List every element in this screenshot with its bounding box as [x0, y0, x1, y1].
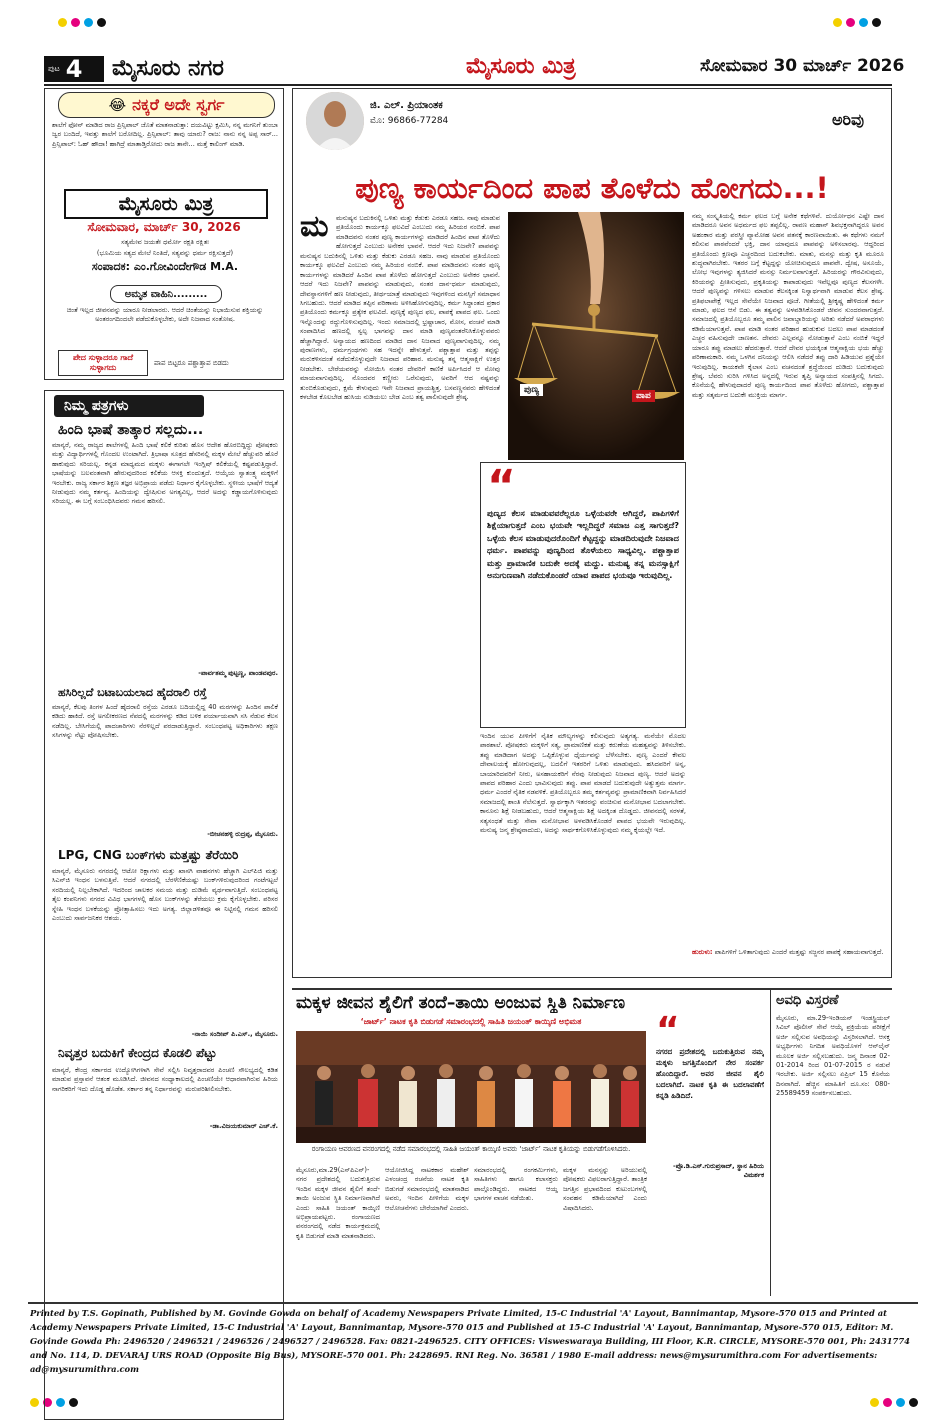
play-event-photo: [296, 1031, 646, 1143]
footer-imprint: Printed by T.S. Gopinath, Published by M. Govinde Gowda on behalf of Academy Newspapers Private Limited, 15-C Industrial 'A' Layout, Bannimantap, Mysore-570 015 and Printed at Academy Newspapers Private Limited, 15-C Industrial 'A' Layout, Bannimantap, Mysore-570 015 and Published at 15-C Industrial 'A' Layout, Bannimantap, Mysore-570 015, Editor: M. Govinde Gowda Ph: 2496520 / 2496521 / 2496526 / 2496527 / 2496528. Fax: 0821-2496525. CITY OFFICES: Visweswaraya Building, III Floor, K.R. CIRCLE, MYSORE-570 001, Ph: 2431774 and No. 114, D. DEVARAJ URS ROAD (Opposite Big Bus), MYSORE-570 001. Ph: 2428695. RNI Reg. No. 36581 / 1980 E-mail address: news@mysurumithra.com For advertisements: ad@mysurumithra.com: [30, 1308, 910, 1374]
feature-headline: ಪುಣ್ಯ ಕಾರ್ಯದಿಂದ ಪಾಪ ತೊಳೆದು ಹೋಗದು...!: [355, 170, 829, 205]
play-story-col2: ಆಯೋಜಿಸಿದ್ದ ನಾಟಕಕಾರ ಮಹೇಶ್ ಎಳಂಚಂದ್ರ ರಚನೆಯ ನಾಟಕ ಕೃತಿ ಬಿಡುಗಡೆ ಸಮಾರಂಭದಲ್ಲಿ ಮಾತನಾಡಿದ ಅವರು, ಇಂದಿನ ಪೀಳಿಗೆಯ ಮಕ್ಕಳ ಆಲೋಚನೆಗಳು ಬೇರೆಯಾಗಿವೆ ಎಂದರು.: [385, 1166, 469, 1212]
play-story-subhead: ‘ಜಾರ್ಟ್’ ನಾಟಕ ಕೃತಿ ಬಿಡುಗಡೆ ಸಮಾರಂಭದಲ್ಲಿ ಸಾಹಿತಿ ಜಯಂತ್ ಕಾಯ್ಕಿಣಿ ಅಭಿಮತ: [360, 1017, 582, 1026]
sidebar-divider: [770, 990, 771, 1296]
author-name: ಜಿ. ಎಲ್. ಪ್ರಿಯಾಂತಕ: [370, 100, 443, 111]
humor-title: ನಕ್ಕರೆ ಅದೇ ಸ್ವರ್ಗ: [132, 95, 225, 114]
letters-section-title: ನಿಮ್ಮ ಪತ್ರಗಳು: [54, 395, 204, 417]
pull-quote-text: ಪುಣ್ಯದ ಕೆಲಸ ಮಾಡುವವರೆಲ್ಲರೂ ಒಳ್ಳೆಯವರೇ ಆಗಿದ್ದರೆ, ಪಾಪಿಗಳಿಗೆ ಶಿಕ್ಷೆಯಾಗುತ್ತದೆ ಎಂಬ ಭಯವೇ ಇಲ್ಲದಿದ್ದರೆ ಸಮಾಜ ಎತ್ತ ಸಾಗುತ್ತದೆ? ಒಳ್ಳೆಯ ಕೆಲಸ ಮಾಡುವುದರೊಂದಿಗೆ ಕೆಟ್ಟದ್ದನ್ನು ಮಾಡದಿರುವುದೇ ನಿಜವಾದ ಧರ್ಮ. ಪಾಪವನ್ನು ಪುಣ್ಯದಿಂದ ತೊಳೆಯಲು ಸಾಧ್ಯವಿಲ್ಲ. ಪಶ್ಚಾತ್ತಾಪ ಮತ್ತು ಪ್ರಾಮಾಣಿಕ ಬದುಕೇ ಅದಕ್ಕೆ ಮದ್ದು. ಮನುಷ್ಯ ತನ್ನ ಮನಸ್ಸಾಕ್ಷಿಗೆ ಅನುಗುಣವಾಗಿ ನಡೆದುಕೊಂಡರೆ ಯಾವ ಪಾಪದ ಭಯವೂ ಇರುವುದಿಲ್ಲ.: [487, 508, 679, 581]
letter2-title: ಹಸಿರಿಲ್ಲದೆ ಬಟಾಬಯಲಾದ ಹೈದರಾಲಿ ರಸ್ತೆ: [58, 686, 207, 699]
page-number: 4: [65, 55, 83, 83]
issue-date: ಸೋಮವಾರ 30 ಮಾರ್ಚ್ 2026: [700, 56, 905, 76]
sidebar-story-title: ಅವಧಿ ವಿಸ್ತರಣೆ: [776, 993, 839, 1008]
letter3-signature: -ನಾಯಿ ಸಂದೀಪ್ ಪಿ.ಎಸ್., ಮೈಸೂರು.: [191, 1030, 278, 1038]
play-story-headline: ಮಕ್ಕಳ ಜೀವನ ಶೈಲಿಗೆ ತಂದೆ–ತಾಯಿ ಅಂಜುವ ಸ್ಥಿತಿ ನಿರ್ಮಾಣ: [296, 993, 626, 1013]
column-name: ಅರಿವು: [832, 110, 865, 129]
play-story-col3: ಸಮಾರಂಭದಲ್ಲಿ ರಂಗಕರ್ಮಿಗಳು, ಸಾಹಿತಿಗಳು ಹಾಗೂ ಕಲಾಸಕ್ತರು ಪಾಲ್ಗೊಂಡಿದ್ದರು. ನಾಟಕದ ಆಯ್ದ ಭಾಗಗಳ ವಾಚನ ನಡೆಯಿತು.: [474, 1166, 558, 1203]
letter2-signature: -ಬೀಚನಹಳ್ಳಿ ರುದ್ರಪ್ಪ, ಮೈಸೂರು.: [207, 830, 278, 838]
masthead-box-motto-meaning: (ಭೂಮಿಯ ಸತ್ಯದ ಮೇಲೆ ನಿಂತಿದೆ, ಸತ್ಯವನ್ನು ಧರ್ಮ ರಕ್ಷಿಸುತ್ತದೆ): [96, 249, 234, 257]
amrutha-text: ಚಿಂತೆ ಇಲ್ಲದ ಜೀವನವನ್ನು ಯಾರೂ ನೀಡಲಾರರು. ಆದರೆ ಚಿಂತೆಯನ್ನು ನಿಭಾಯಿಸುವ ಶಕ್ತಿಯನ್ನು ಅಂತರಂಗದಿಂದಲೇ ಪಡೆದುಕೊಳ್ಳಬೇಕು, ಅದೇ ನಿಜವಾದ ಸಂತೋಷ.: [66, 306, 264, 324]
amrutha-title-box: ಅಮೃತ ವಾಹಿನಿ.........: [110, 285, 222, 303]
laughing-face-icon: 😂: [108, 96, 127, 114]
feature-intro: ಮನುಷ್ಯನ ಬದುಕಿನಲ್ಲಿ ಒಳಿತು ಮತ್ತು ಕೆಡುಕು ಎರಡೂ ಸಹಜ. ನಾವು ಮಾಡುವ ಪ್ರತಿಯೊಂದು ಕಾರ್ಯಕ್ಕೂ ಫಲವಿದೆ ಎಂಬುದು ನಮ್ಮ ಹಿರಿಯರ ನಂಬಿಕೆ. ಪಾಪ ಮಾಡಿದವನು ನಂತರ ಪುಣ್ಯ ಕಾರ್ಯಗಳನ್ನು ಮಾಡಿದರೆ ಹಿಂದಿನ ಪಾಪ ತೊಳೆದು ಹೋಗುತ್ತದೆ ಎಂಬುದು ಅನೇಕರ ಭಾವನೆ. ಆದರೆ ಇದು ನಿಜವೇ? ಪಾಪವನ್ನು: [336, 214, 500, 250]
letter1-signature: -ಪಾರ್ವತಮ್ಮ ಪುಟ್ಟಣ್ಣ, ಪಾಂಡವಪುರ.: [198, 669, 278, 677]
proverb-left: ಪೇದ ಸುಳ್ಳಾದರೂ ಗಾದೆ ಸುಳ್ಳಾಗದು: [58, 350, 148, 376]
masthead-box-logo: ಮೈಸೂರು ಮಿತ್ರ: [64, 189, 268, 219]
play-quote-text: ನಗರದ ಪ್ರದೇಶದಲ್ಲಿ ಬದುಕುತ್ತಿರುವ ನಮ್ಮ ಮಕ್ಕಳು ಜಗತ್ತಿನೊಂದಿಗೆ ನೇರ ಸಂಪರ್ಕ ಹೊಂದಿದ್ದಾರೆ. ಅವರ ಜೀವನ ಶೈಲಿ ಬದಲಾಗಿದೆ. ನಾಟಕ ಕೃತಿ ಈ ಬದಲಾವಣೆಗೆ ಕನ್ನಡಿ ಹಿಡಿದಿದೆ.: [656, 1047, 764, 1100]
play-quote-box: [654, 1010, 766, 1294]
masthead-box-editor: ಸಂಪಾದಕ: ಎಂ.ಗೋವಿಂದೇಗೌಡ M.A.: [91, 260, 239, 273]
humor-text: ಶಾಲೆಗೆ ಫೋನ್ ಮಾಡಿದ ರಾಜ ಪ್ರಿನ್ಸಿಪಾಲ್ ಜೊತೆ ಮಾತನಾಡುತ್ತಾ: ದಯವಿಟ್ಟು ಕ್ಷಮಿಸಿ, ನನ್ನ ಮಗನಿಗೆ ತುಂಬಾ ಜ್ವರ ಬಂದಿದೆ, ಇವತ್ತು ಶಾಲೆಗೆ ಬರೋದಿಲ್ಲ. ಪ್ರಿನ್ಸಿಪಾಲ್: ತಾವು ಯಾರು? ರಾಜ: ನಾನು ನನ್ನ ಅಪ್ಪ ಸಾರ್... ಪ್ರಿನ್ಸಿಪಾಲ್: ಓಹ್ ಹೌದಾ! ಹಾಗಿದ್ರೆ ಮಾತಾಡ್ತಿರೋದು ರಾಜ ತಾನೇ... ಮತ್ತೆ ಕಾಲಿಂಗ್ ಮಾಡಿ.: [52, 121, 278, 148]
letter3-title: LPG, CNG ಬಂಕ್‌ಗಳು ಮತ್ತಷ್ಟು ತೆರೆಯಿರಿ: [58, 848, 239, 862]
footer-rule: [28, 1302, 918, 1304]
sidebar-story-text: ಮೈಸೂರು, ಮಾ.29-ಇಂಡಿಯನ್ ಇಂಡಸ್ಟ್ರಿಯಲ್ ಸಿವಿಲ್ ಪೊಲೀಸ್ ಸೇವೆ ಆಯ್ಕೆ ಪ್ರಕ್ರಿಯೆಯ ಪರೀಕ್ಷೆಗೆ ಅರ್ಜಿ ಸಲ್ಲಿಸುವ ಅವಧಿಯನ್ನು ವಿಸ್ತರಿಸಲಾಗಿದೆ. ಆಸಕ್ತ ಅಭ್ಯರ್ಥಿಗಳು ನಿಗದಿತ ಅವಧಿಯೊಳಗೆ ಆನ್‌ಲೈನ್ ಮೂಲಕ ಅರ್ಜಿ ಸಲ್ಲಿಸಬಹುದು. ಜನ್ಮ ದಿನಾಂಕ 02-01-2014 ರಿಂದ 01-07-2015 ರ ನಡುವೆ ಇರಬೇಕು. ಅರ್ಜಿ ಸಲ್ಲಿಸಲು ಏಪ್ರಿಲ್ 15 ಕೊನೆಯ ದಿನವಾಗಿದೆ. ಹೆಚ್ಚಿನ ಮಾಹಿತಿಗೆ ದೂ.ಸಂ: 080-25589459 ಸಂಪರ್ಕಿಸಬಹುದು.: [776, 1014, 890, 1098]
page-number-badge: [44, 56, 104, 82]
masthead-box-date: ಸೋಮವಾರ, ಮಾರ್ಚ್ 30, 2026: [87, 220, 241, 234]
section-title: ಮೈಸೂರು ನಗರ: [112, 56, 224, 81]
letter4-text: ಮಾನ್ಯರೆ, ಕೇಂದ್ರ ಸರ್ಕಾರದ ಉದ್ಯೋಗಿಗಳಾಗಿ ಸೇವೆ ಸಲ್ಲಿಸಿ ನಿವೃತ್ತರಾದವರ ಪಿಂಚಣಿ ಸೌಲಭ್ಯದಲ್ಲಿ ಕಡಿತ ಮಾಡುವ ಪ್ರಸ್ತಾವನೆ ಆತಂಕ ಮೂಡಿಸಿದೆ. ಜೀವನದ ಸಂಧ್ಯಾಕಾಲದಲ್ಲಿ ಪಿಂಚಣಿಯೇ ಆಧಾರವಾಗಿರುವ ಹಿರಿಯ ನಾಗರಿಕರಿಗೆ ಇದು ದೊಡ್ಡ ಹೊಡೆತ. ಸರ್ಕಾರ ತನ್ನ ನಿರ್ಧಾರವನ್ನು ಮರುಪರಿಶೀಲಿಸಬೇಕು.: [52, 1066, 278, 1093]
letter4-title: ನಿವೃತ್ತರ ಬದುಕಿಗೆ ಕೇಂದ್ರದ ಕೊಡಲಿ ಪೆಟ್ಟು: [58, 1046, 217, 1060]
header-rule: [44, 84, 892, 86]
quote-mark-icon: “: [656, 1010, 680, 1051]
play-photo-caption: ರಂಗಾಯಣ ಆವರಣದ ವನರಂಗದಲ್ಲಿ ನಡೆದ ಸಮಾರಂಭದಲ್ಲಿ ಸಾಹಿತಿ ಜಯಂತ್ ಕಾಯ್ಕಿಣಿ ಅವರು ‘ಜಾರ್ಟ್’ ನಾಟಕ ಕೃತಿಯನ್ನು ಬಿಡುಗಡೆಗೊಳಿಸಿದರು.: [311, 1145, 631, 1153]
proverb-right: ಪಾಪ ಬಿಟ್ಟರೂ ಪಶ್ಚಾತ್ತಾಪ ಬಿಡದು: [154, 358, 229, 367]
feature-footnote: ಹುರುಳು: ಪಾಪಿಗಳಿಗೆ ಒಳಿತಾಗುವುದು ಎಂದರೆ ಮತ್ತಷ್ಟು ಸಜ್ಜನರ ಪಾಪಕ್ಕೆ ಸಹಾಯವಾಗುತ್ತದೆ.: [692, 948, 884, 956]
humor-title-banner: [58, 92, 275, 118]
page-label: ಪುಟ: [48, 64, 60, 73]
registration-dots-bottom-right: [870, 1398, 918, 1407]
scale-label-papa: ಪಾಪ: [632, 390, 655, 402]
feature-column-3: ನಮ್ಮ ಸಂಸ್ಕೃತಿಯಲ್ಲಿ ಕರ್ಮ ಫಲದ ಬಗ್ಗೆ ಅನೇಕ ಕಥೆಗಳಿವೆ. ದುರ್ಯೋಧನ ಎಷ್ಟೇ ದಾನ ಮಾಡಿದರೂ ಅವನ ಅಧರ್ಮದ ಫಲ ತಪ್ಪಲಿಲ್ಲ. ರಾವಣ ಮಹಾನ್ ಶಿವಭಕ್ತನಾಗಿದ್ದರೂ ಅವನ ಅಹಂಕಾರ ಮತ್ತು ಪರಸ್ತ್ರೀ ವ್ಯಾಮೋಹ ಅವನ ಪತನಕ್ಕೆ ಕಾರಣವಾಯಿತು. ಈ ಕಥೆಗಳು ನಮಗೆ ಕಲಿಸುವ ಪಾಠವೆಂದರೆ ಭಕ್ತಿ, ದಾನ ಯಾವುದೂ ಪಾಪವನ್ನು ಅಳಿಸಲಾರವು. ಆದ್ದರಿಂದ ಪ್ರತಿಯೊಂದು ಕ್ಷಣವೂ ಎಚ್ಚರದಿಂದ ಬದುಕಬೇಕು. ಮಾತು, ಮನಸ್ಸು ಮತ್ತು ಕೃತಿ ಮೂರೂ ಶುದ್ಧವಾಗಿರಬೇಕು. ಇತರರ ಬಗ್ಗೆ ಕೆಟ್ಟದ್ದನ್ನು ಯೋಚಿಸುವುದೂ ಪಾಪವೇ. ದ್ವೇಷ, ಅಸೂಯೆ, ಲೋಭ ಇವುಗಳನ್ನು ತ್ಯಜಿಸಿದರೆ ಮನಸ್ಸು ನಿರ್ಮಲವಾಗುತ್ತದೆ. ಹಿರಿಯರನ್ನು ಗೌರವಿಸುವುದು, ಕಿರಿಯರನ್ನು ಪ್ರೀತಿಸುವುದು, ಪ್ರಕೃತಿಯನ್ನು ಕಾಪಾಡುವುದು ಇವೆಲ್ಲವೂ ಪುಣ್ಯದ ಕೆಲಸಗಳೇ. ಆದರೆ ಪುಣ್ಯವನ್ನು ಗಳಿಸಲು ಮಾಡುವ ಕೆಲಸಕ್ಕಿಂತ ನಿಸ್ವಾರ್ಥವಾಗಿ ಮಾಡುವ ಕೆಲಸ ಶ್ರೇಷ್ಠ. ಪ್ರತಿಫಲಾಪೇಕ್ಷೆ ಇಲ್ಲದ ಸೇವೆಯೇ ನಿಜವಾದ ಪೂಜೆ. ಗೀತೆಯಲ್ಲಿ ಶ್ರೀಕೃಷ್ಣ ಹೇಳಿದಂತೆ ಕರ್ಮ ಮಾಡು, ಫಲದ ಆಸೆ ಬಿಡು. ಈ ತತ್ವವನ್ನು ಅಳವಡಿಸಿಕೊಂಡರೆ ಜೀವನ ಸುಂದರವಾಗುತ್ತದೆ. ಸಮಾಜದಲ್ಲಿ ಪ್ರತಿಯೊಬ್ಬರೂ ತಮ್ಮ ಪಾಲಿನ ಜವಾಬ್ದಾರಿಯನ್ನು ಅರಿತು ನಡೆದರೆ ಅಪರಾಧಗಳು ಕಡಿಮೆಯಾಗುತ್ತವೆ. ಪಾಪ ಮಾಡಿ ನಂತರ ಪರಿಹಾರ ಹುಡುಕುವ ಬದಲು ಪಾಪ ಮಾಡದಂತೆ ಎಚ್ಚರ ವಹಿಸುವುದೇ ಜಾಣತನ. ದೇವರು ಎಲ್ಲವನ್ನೂ ನೋಡುತ್ತಾನೆ ಎಂಬ ನಂಬಿಕೆ ಇದ್ದರೆ ಯಾರೂ ತಪ್ಪು ಮಾಡಲು ಹೆದರುತ್ತಾರೆ. ಆದರೆ ದೇವರ ಭಯಕ್ಕಿಂತ ಆತ್ಮಸಾಕ್ಷಿಯ ಭಯ ಹೆಚ್ಚು ಪರಿಣಾಮಕಾರಿ. ನಮ್ಮ ಒಳಗಿನ ದನಿಯನ್ನು ಆಲಿಸಿ ನಡೆದರೆ ತಪ್ಪು ದಾರಿ ಹಿಡಿಯುವ ಪ್ರಶ್ನೆಯೇ ಇರುವುದಿಲ್ಲ. ಕಾಯಕವೇ ಕೈಲಾಸ ಎಂಬ ವಚನದಂತೆ ಶ್ರದ್ಧೆಯಿಂದ ದುಡಿದು ಬದುಕುವುದು ಶ್ರೇಷ್ಠ. ಬೆವರು ಸುರಿಸಿ ಗಳಿಸಿದ ಅನ್ನದಲ್ಲಿ ಇರುವ ತೃಪ್ತಿ ಅನ್ಯಾಯದ ಸಂಪತ್ತಿನಲ್ಲಿ ಸಿಗದು. ಕೊನೆಯಲ್ಲಿ ಹೇಳುವುದಾದರೆ ಪುಣ್ಯ ಕಾರ್ಯದಿಂದ ಪಾಪ ತೊಳೆದು ಹೋಗದು, ಪಶ್ಚಾತ್ತಾಪ ಮತ್ತು ಸತ್ಕರ್ಮದ ಬದುಕೇ ಮುಕ್ತಿಯ ಮಾರ್ಗ.: [692, 212, 884, 399]
scale-label-punya: ಪುಣ್ಯ: [520, 384, 543, 396]
play-quote-signature: -ಪ್ರೊ.ಡಿ.ಎಸ್.ಗುರುಪ್ರಸಾದ್, ಸ್ಥಾನ ಹಿರಿಯ ವಿಮರ್ಶಕ: [673, 1162, 764, 1179]
story-rule: [292, 988, 892, 990]
play-story-col4: ಮಕ್ಕಳ ಮನಸ್ಸನ್ನು ಅರಿಯುವಲ್ಲಿ ಪೋಷಕರು ವಿಫಲರಾಗುತ್ತಿದ್ದಾರೆ. ತಾಂತ್ರಿಕ ಜಗತ್ತಿನ ಪ್ರಭಾವದಿಂದ ಕುಟುಂಬಗಳಲ್ಲಿ ಸಂವಹನ ಕಡಿಮೆಯಾಗಿದೆ ಎಂದು ವಿಷಾದಿಸಿದರು.: [563, 1166, 647, 1212]
letter3-text: ಮಾನ್ಯರೆ, ಮೈಸೂರು ನಗರದಲ್ಲಿ ಆಟೋ ರಿಕ್ಷಾಗಳು ಮತ್ತು ಖಾಸಗಿ ವಾಹನಗಳು ಹೆಚ್ಚಾಗಿ ಎಲ್‌ಪಿಜಿ ಮತ್ತು ಸಿಎನ್‌ಜಿ ಇಂಧನ ಬಳಸುತ್ತಿವೆ. ಆದರೆ ನಗರದಲ್ಲಿ ಬೆರಳೆಣಿಕೆಯಷ್ಟು ಬಂಕ್‌ಗಳಿರುವುದರಿಂದ ಗಂಟೆಗಟ್ಟಲೆ ಸರದಿಯಲ್ಲಿ ನಿಲ್ಲಬೇಕಾಗಿದೆ. ಇದರಿಂದ ಚಾಲಕರ ಸಮಯ ಮತ್ತು ದುಡಿಮೆ ವ್ಯರ್ಥವಾಗುತ್ತಿದೆ. ಸಂಬಂಧಪಟ್ಟ ತೈಲ ಕಂಪನಿಗಳು ನಗರದ ವಿವಿಧ ಭಾಗಗಳಲ್ಲಿ ಹೊಸ ಬಂಕ್‌ಗಳನ್ನು ತೆರೆಯಲು ಕ್ರಮ ಕೈಗೊಳ್ಳಬೇಕು. ಪರಿಸರ ಸ್ನೇಹಿ ಇಂಧನ ಬಳಕೆಯನ್ನು ಪ್ರೋತ್ಸಾಹಿಸಲು ಇದು ಅಗತ್ಯ. ಜಿಲ್ಲಾಡಳಿತವೂ ಈ ನಿಟ್ಟಿನಲ್ಲಿ ಗಮನ ಹರಿಸಲಿ ಎಂಬುದು ಸಾರ್ವಜನಿಕರ ಆಶಯ.: [52, 867, 278, 923]
drop-cap: ಮ: [300, 209, 329, 244]
letter2-text: ಮಾನ್ಯರೆ, ಕೆಲವು ತಿಂಗಳ ಹಿಂದೆ ಹೈದರಾಲಿ ರಸ್ತೆಯ ಎರಡೂ ಬದಿಯಲ್ಲಿದ್ದ 40 ಮರಗಳನ್ನು ಹಿಂದಿನ ಪಾಲಿಕೆ ಕಡಿದು ಹಾಕಿದೆ. ರಸ್ತೆ ಅಗಲೀಕರಣದ ನೆಪದಲ್ಲಿ ಮರಗಳನ್ನು ಕಡಿದ ಬಳಿಕ ಪರ್ಯಾಯವಾಗಿ ಸಸಿ ನೆಡುವ ಕೆಲಸ ನಡೆದಿಲ್ಲ. ಬೇಸಿಗೆಯಲ್ಲಿ ಪಾದಚಾರಿಗಳು ನೆರಳಿಲ್ಲದೆ ಪರದಾಡುತ್ತಿದ್ದಾರೆ. ಸಂಬಂಧಪಟ್ಟ ಅಧಿಕಾರಿಗಳು ತಕ್ಷಣ ಸಸಿಗಳನ್ನು ನೆಟ್ಟು ಪೋಷಿಸಬೇಕು.: [52, 703, 278, 740]
author-photo: [306, 92, 364, 150]
letter4-signature: -ಡಾ.ವಿಜಯಕುಮಾರ್ ಎಚ್.ಕೆ.: [209, 1122, 278, 1130]
letter1-text: ಮಾನ್ಯರೆ, ನಮ್ಮ ರಾಜ್ಯದ ಶಾಲೆಗಳಲ್ಲಿ ಹಿಂದಿ ಭಾಷೆ ಕಲಿಕೆ ಕುರಿತು ಹೊಸ ಆದೇಶ ಹೊರಬಿದ್ದಿದ್ದು ಪೋಷಕರು ಮತ್ತು ವಿದ್ಯಾರ್ಥಿಗಳಲ್ಲಿ ಗೊಂದಲ ಉಂಟಾಗಿದೆ. ತ್ರಿಭಾಷಾ ಸೂತ್ರದ ಹೆಸರಿನಲ್ಲಿ ಮಕ್ಕಳ ಮೇಲೆ ಹೆಚ್ಚುವರಿ ಹೊರೆ ಹಾಕುವುದು ಸರಿಯಲ್ಲ. ಕನ್ನಡ ಮಾಧ್ಯಮದ ಮಕ್ಕಳು ಈಗಾಗಲೇ ಇಂಗ್ಲಿಷ್ ಕಲಿಕೆಯಲ್ಲಿ ಕಷ್ಟಪಡುತ್ತಿದ್ದಾರೆ. ಭಾಷೆಯನ್ನು ಬಲವಂತವಾಗಿ ಹೇರುವುದರಿಂದ ಕಲಿಕೆಯ ಆಸಕ್ತಿ ಕುಂದುತ್ತದೆ. ಆಯ್ಕೆಯ ಸ್ವಾತಂತ್ರ್ಯ ಮಕ್ಕಳಿಗೆ ಇರಬೇಕು. ರಾಜ್ಯ ಸರ್ಕಾರ ಶಿಕ್ಷಣ ತಜ್ಞರ ಅಭಿಪ್ರಾಯ ಪಡೆದು ನಿರ್ಧಾರ ಕೈಗೊಳ್ಳಬೇಕು. ಸ್ಥಳೀಯ ಭಾಷೆಗೆ ಆದ್ಯತೆ ನೀಡುವುದು ನಮ್ಮ ಕರ್ತವ್ಯ. ಹಿಂದಿಯನ್ನು ದ್ವೇಷಿಸುವ ಅಗತ್ಯವಿಲ್ಲ, ಆದರೆ ಅದನ್ನು ಕಡ್ಡಾಯಗೊಳಿಸುವುದು ಸರಿಯಲ್ಲ. ಈ ಬಗ್ಗೆ ಸಂಬಂಧಿಸಿದವರು ಗಮನ ಹರಿಸಲಿ.: [52, 441, 278, 506]
pull-quote-box: [480, 462, 686, 728]
registration-dots-top-left: [58, 18, 106, 27]
masthead-box-motto: ಸತ್ಯಮೇವ ಜಯತೇ ಧರ್ಮೋ ರಕ್ಷತಿ ರಕ್ಷಿತಃ: [121, 238, 209, 246]
quote-mark-icon: “: [487, 461, 516, 512]
feature-column-1: ಮನುಷ್ಯನ ಬದುಕಿನಲ್ಲಿ ಒಳಿತು ಮತ್ತು ಕೆಡುಕು ಎರಡೂ ಸಹಜ. ನಾವು ಮಾಡುವ ಪ್ರತಿಯೊಂದು ಕಾರ್ಯಕ್ಕೂ ಫಲವಿದೆ ಎಂಬುದು ನಮ್ಮ ಹಿರಿಯರ ನಂಬಿಕೆ. ಪಾಪ ಮಾಡಿದವನು ನಂತರ ಪುಣ್ಯ ಕಾರ್ಯಗಳನ್ನು ಮಾಡಿದರೆ ಹಿಂದಿನ ಪಾಪ ತೊಳೆದು ಹೋಗುತ್ತದೆ ಎಂಬುದು ಅನೇಕರ ಭಾವನೆ. ಆದರೆ ಇದು ನಿಜವೇ? ಪಾಪವನ್ನು ಮಾಡುವುದು, ನಂತರ ದಾನ-ಧರ್ಮ ಮಾಡುವುದು, ದೇವಸ್ಥಾನಗಳಿಗೆ ಹಣ ನೀಡುವುದು, ತೀರ್ಥಯಾತ್ರೆ ಮಾಡುವುದು ಇವುಗಳಿಂದ ಮನಸ್ಸಿಗೆ ಸಮಾಧಾನ ಸಿಗಬಹುದು. ಆದರೆ ಮಾಡಿದ ತಪ್ಪಿನ ಪರಿಣಾಮ ಅಳಿಸಿಹೋಗುವುದಿಲ್ಲ. ಕರ್ಮ ಸಿದ್ಧಾಂತದ ಪ್ರಕಾರ ಪ್ರತಿಯೊಂದು ಕರ್ಮಕ್ಕೂ ಪ್ರತ್ಯೇಕ ಫಲವಿದೆ. ಪುಣ್ಯಕ್ಕೆ ಪುಣ್ಯದ ಫಲ, ಪಾಪಕ್ಕೆ ಪಾಪದ ಫಲ. ಒಂದು ಇನ್ನೊಂದನ್ನು ರದ್ದುಗೊಳಿಸುವುದಿಲ್ಲ. ಇಂದು ಸಮಾಜದಲ್ಲಿ ಭ್ರಷ್ಟಾಚಾರ, ಮೋಸ, ವಂಚನೆ ಮಾಡಿ ಸಂಪಾದಿಸಿದ ಹಣದಲ್ಲಿ ಸ್ವಲ್ಪ ಭಾಗವನ್ನು ದಾನ ಮಾಡಿ ಪುಣ್ಯವಂತರೆನಿಸಿಕೊಳ್ಳುವವರು ಹೆಚ್ಚಾಗಿದ್ದಾರೆ. ಅನ್ಯಾಯದ ಹಣದಿಂದ ಮಾಡಿದ ದಾನ ನಿಜವಾದ ಪುಣ್ಯವಾಗುವುದಿಲ್ಲ. ನಮ್ಮ ಪುರಾಣಗಳು, ಧರ್ಮಗ್ರಂಥಗಳು ಸಹ ಇದನ್ನೇ ಹೇಳುತ್ತವೆ. ಪಶ್ಚಾತ್ತಾಪ ಮತ್ತು ತಪ್ಪನ್ನು ಮರುಕಳಿಸದಂತೆ ನಡೆದುಕೊಳ್ಳುವುದೇ ನಿಜವಾದ ಪರಿಹಾರ. ಮನುಷ್ಯ ತನ್ನ ಆತ್ಮಸಾಕ್ಷಿಗೆ ಉತ್ತರ ನೀಡಬೇಕು. ಬೇರೆಯವರನ್ನು ನೋಯಿಸಿ ನಂತರ ದೇವರಿಗೆ ಕಾಣಿಕೆ ಅರ್ಪಿಸಿದರೆ ಆ ನೋವು ಮಾಯವಾಗುವುದಿಲ್ಲ. ನೊಂದವರ ಕಣ್ಣೀರು ಒರೆಸುವುದು, ಅವರಿಗೆ ಆದ ನಷ್ಟವನ್ನು ತುಂಬಿಕೊಡುವುದು, ಕ್ಷಮೆ ಕೇಳುವುದು ಇವೇ ನಿಜವಾದ ಪ್ರಾಯಶ್ಚಿತ್ತ. ಬಸವಣ್ಣನವರು ಹೇಳಿದಂತೆ ಕಳಬೇಡ ಕೊಲಬೇಡ ಹುಸಿಯ ನುಡಿಯಲು ಬೇಡ ಎಂಬ ತತ್ವ ಪಾಲಿಸುವುದೇ ಶ್ರೇಷ್ಠ.: [300, 252, 500, 402]
author-phone: ಮೊ: 96866-77284: [370, 116, 449, 126]
masthead-logo: ಮೈಸೂರು ಮಿತ್ರ: [466, 54, 576, 79]
play-story-col1: ಮೈಸೂರು,ಮಾ.29(ಎಸ್‌ಪಿಎನ್)- ನಗರ ಪ್ರದೇಶದಲ್ಲಿ ಬದುಕುತ್ತಿರುವ ಇಂದಿನ ಮಕ್ಕಳ ಜೀವನ ಶೈಲಿಗೆ ತಂದೆ-ತಾಯಿ ಅಂಜುವ ಸ್ಥಿತಿ ನಿರ್ಮಾಣವಾಗಿದೆ ಎಂದು ಸಾಹಿತಿ ಜಯಂತ್ ಕಾಯ್ಕಿಣಿ ಅಭಿಪ್ರಾಯಪಟ್ಟರು. ರಂಗಾಯಣದ ವನರಂಗದಲ್ಲಿ ನಡೆದ ಕಾರ್ಯಕ್ರಮದಲ್ಲಿ ಕೃತಿ ಬಿಡುಗಡೆ ಮಾಡಿ ಮಾತನಾಡಿದರು.: [296, 1166, 380, 1240]
feature-column-2: ಇಂದಿನ ಯುವ ಪೀಳಿಗೆಗೆ ನೈತಿಕ ಮೌಲ್ಯಗಳನ್ನು ಕಲಿಸುವುದು ಅತ್ಯಗತ್ಯ. ಮನೆಯೇ ಮೊದಲ ಪಾಠಶಾಲೆ. ಪೋಷಕರು ಮಕ್ಕಳಿಗೆ ಸತ್ಯ, ಪ್ರಾಮಾಣಿಕತೆ ಮತ್ತು ಕರುಣೆಯ ಮಹತ್ವವನ್ನು ತಿಳಿಸಬೇಕು. ತಪ್ಪು ಮಾಡಿದಾಗ ಅದನ್ನು ಒಪ್ಪಿಕೊಳ್ಳುವ ಧೈರ್ಯವನ್ನು ಬೆಳೆಸಬೇಕು. ಪುಣ್ಯ ಎಂದರೆ ಕೇವಲ ದೇವಾಲಯಕ್ಕೆ ಹೋಗುವುದಲ್ಲ, ಬದಲಿಗೆ ಇತರರಿಗೆ ಒಳಿತು ಮಾಡುವುದು. ಹಸಿದವರಿಗೆ ಅನ್ನ, ಬಾಯಾರಿದವರಿಗೆ ನೀರು, ಅಸಹಾಯಕರಿಗೆ ನೆರವು ನೀಡುವುದು ನಿಜವಾದ ಪುಣ್ಯ. ಆದರೆ ಅದನ್ನು ಪಾಪದ ಪರಿಹಾರ ಎಂದು ಭಾವಿಸುವುದು ತಪ್ಪು. ಪಾಪ ಮಾಡದೆ ಬದುಕುವುದೇ ಅತ್ಯುತ್ತಮ ಮಾರ್ಗ. ಧರ್ಮ ಎಂದರೆ ನೈತಿಕ ನಡವಳಿಕೆ. ಪ್ರತಿಯೊಬ್ಬರೂ ತಮ್ಮ ಕರ್ತವ್ಯವನ್ನು ಪ್ರಾಮಾಣಿಕವಾಗಿ ನಿರ್ವಹಿಸಿದರೆ ಸಮಾಜದಲ್ಲಿ ಶಾಂತಿ ನೆಲೆಸುತ್ತದೆ. ಸ್ವಾರ್ಥಕ್ಕಾಗಿ ಇತರರನ್ನು ವಂಚಿಸುವ ಮನೋಭಾವ ಬದಲಾಗಬೇಕು. ಕಾನೂನು ಶಿಕ್ಷೆ ನೀಡಬಹುದು, ಆದರೆ ಆತ್ಮಸಾಕ್ಷಿಯ ಶಿಕ್ಷೆ ಅದಕ್ಕಿಂತ ದೊಡ್ಡದು. ಜೀವನದಲ್ಲಿ ಸರಳತೆ, ಸತ್ಯಸಂಧತೆ ಮತ್ತು ಸೇವಾ ಮನೋಭಾವ ಅಳವಡಿಸಿಕೊಂಡರೆ ಪಾಪದ ಭಯವೇ ಇರುವುದಿಲ್ಲ. ಮನುಷ್ಯ ಜನ್ಮ ಶ್ರೇಷ್ಠವಾದುದು, ಅದನ್ನು ಸಾರ್ಥಕಗೊಳಿಸಿಕೊಳ್ಳುವುದು ನಮ್ಮ ಕೈಯಲ್ಲೇ ಇದೆ.: [480, 732, 686, 835]
registration-dots-top-right: [833, 18, 881, 27]
letter1-title: ಹಿಂದಿ ಭಾಷೆ ತಾತ್ಕಾರ ಸಲ್ಲದು...: [58, 422, 204, 438]
scales-image: [508, 212, 684, 460]
